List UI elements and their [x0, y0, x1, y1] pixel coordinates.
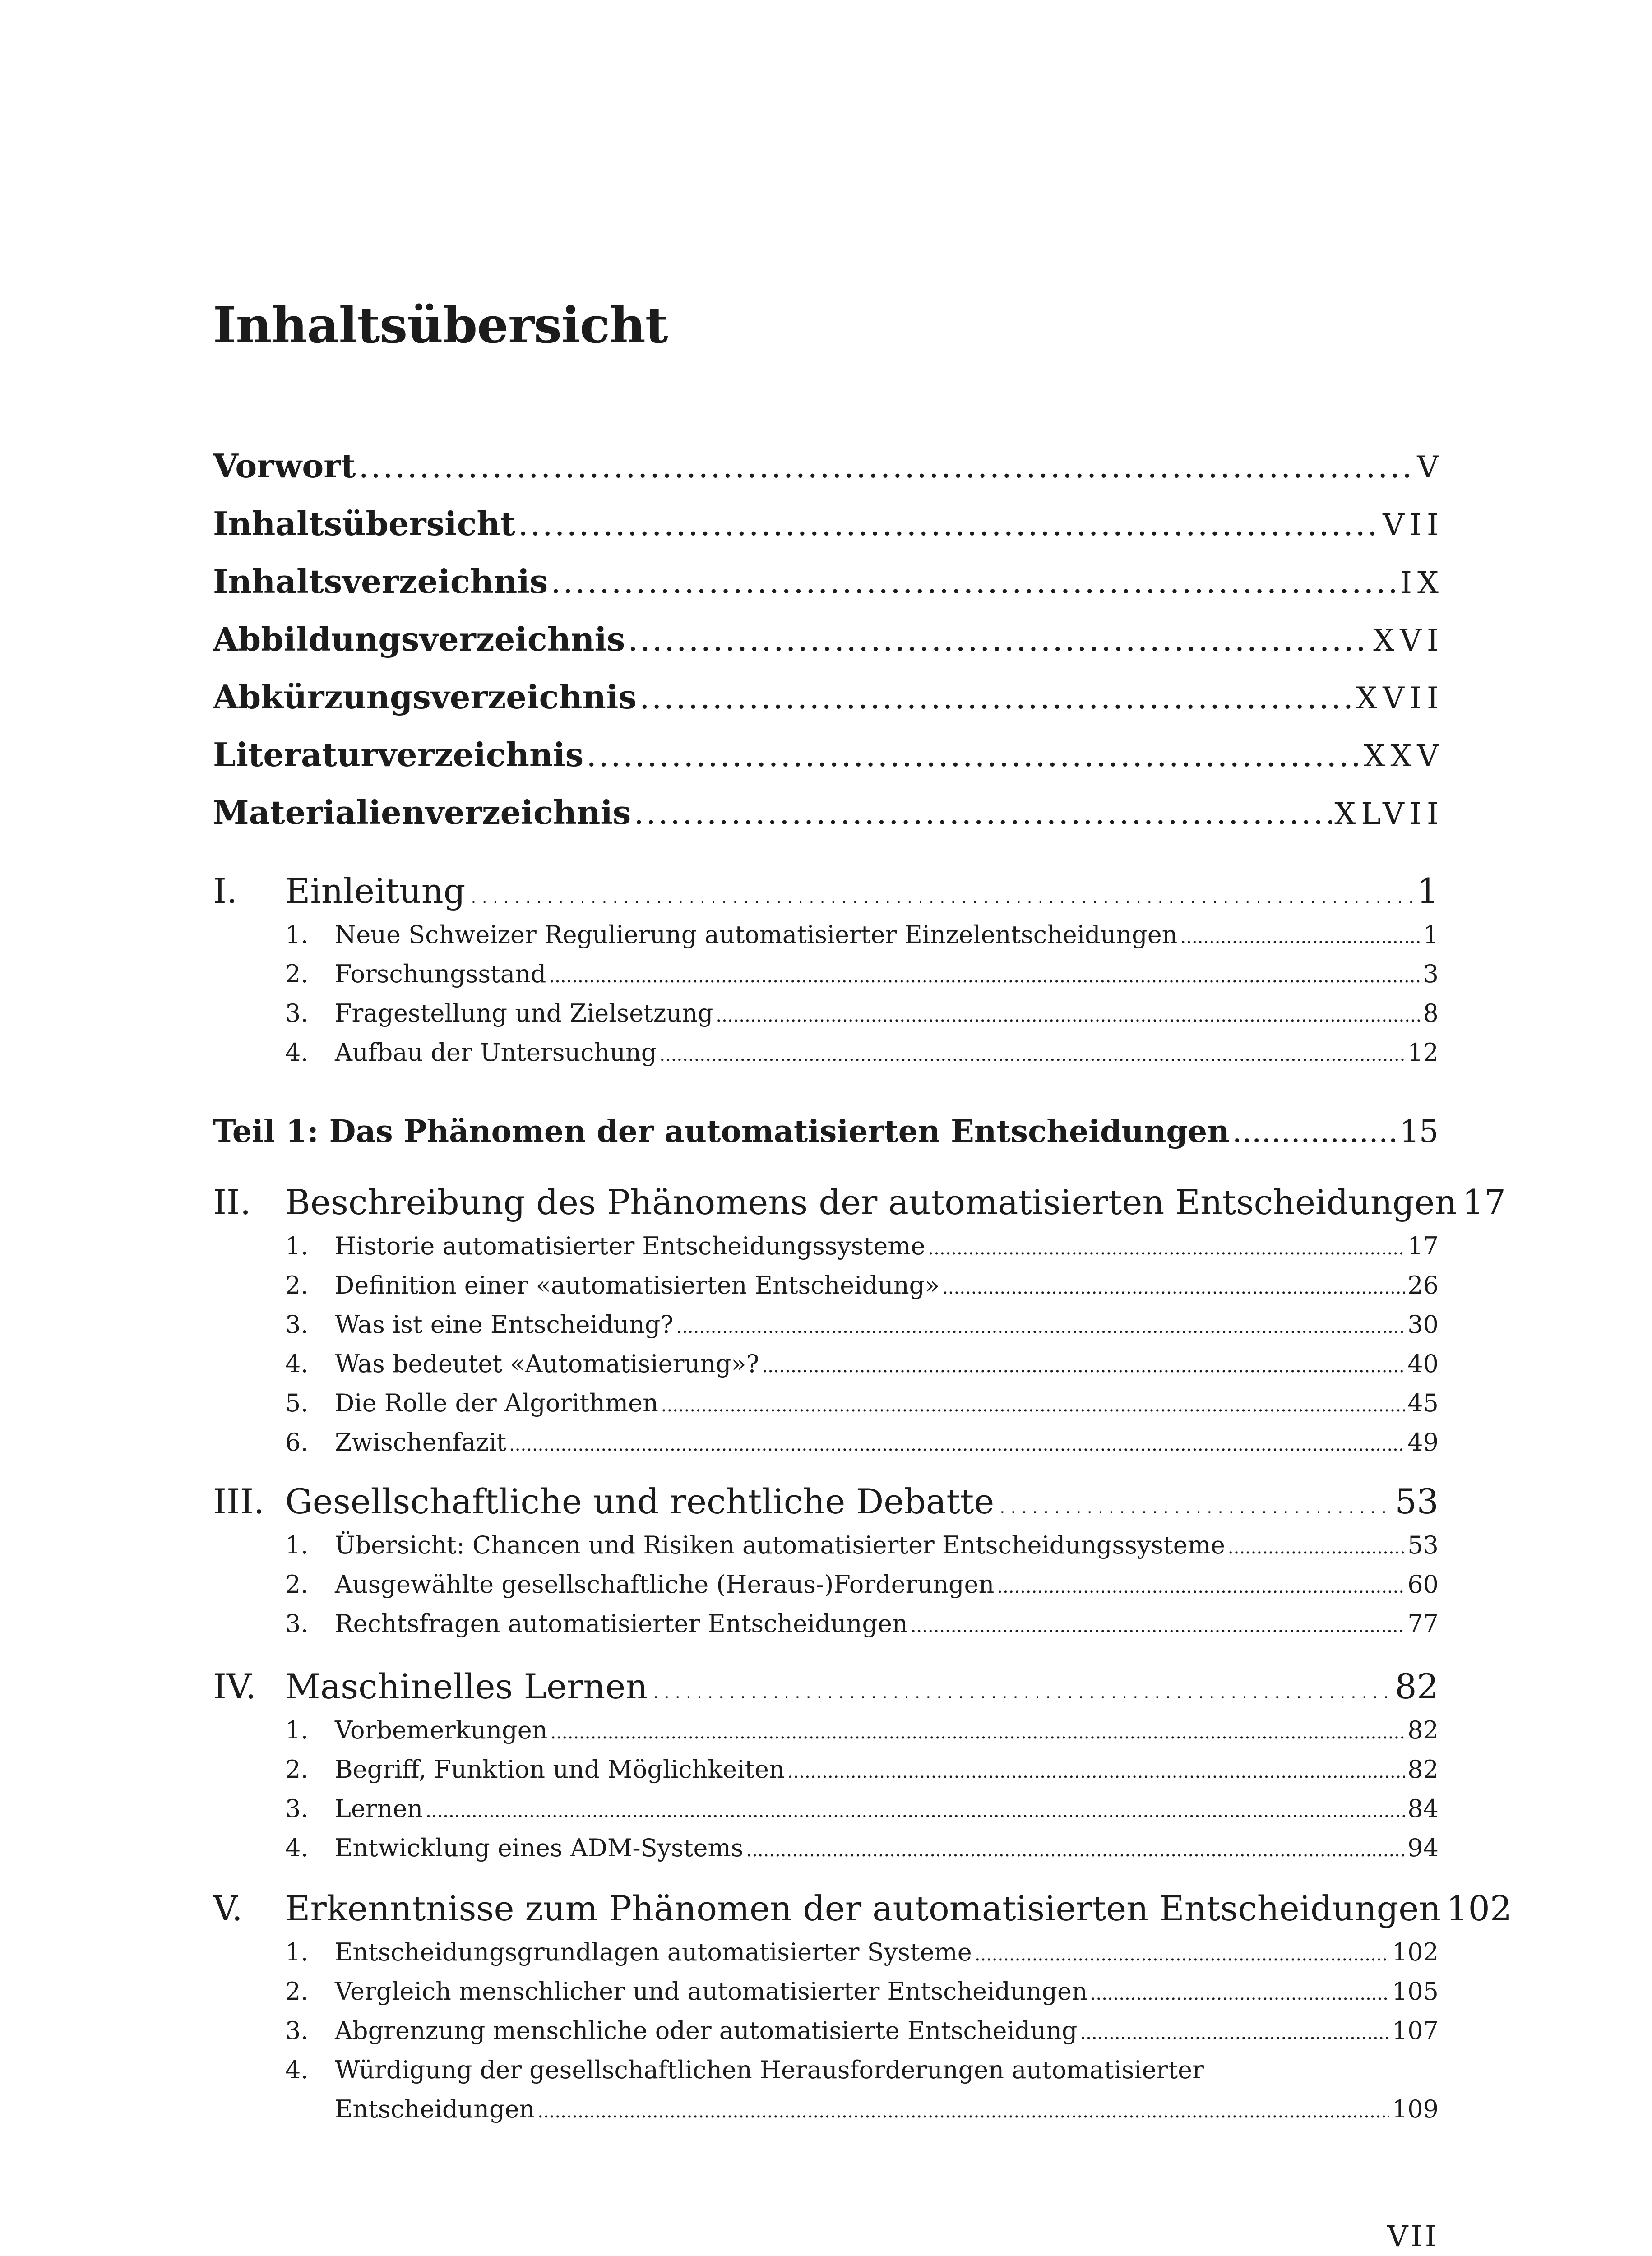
dot-leader — [358, 447, 1414, 485]
section-title: Definition einer «automatisierten Entscheidung» — [335, 1271, 940, 1299]
chapter-page: 102 — [1446, 1888, 1512, 1928]
dot-leader — [551, 563, 1397, 601]
toc-section-entry[interactable] — [285, 1038, 1439, 1067]
toc-section-entry[interactable] — [285, 1350, 1439, 1378]
part-page: 15 — [1399, 1114, 1439, 1150]
toc-entry-page: XVI — [1373, 623, 1444, 658]
section-title-continued: Entscheidungen — [335, 2095, 535, 2123]
chapter-number: V. — [213, 1888, 243, 1928]
toc-section-entry[interactable] — [285, 960, 1439, 988]
section-title: Entwicklung eines ADM-Systems — [335, 1834, 744, 1862]
section-page: 84 — [1407, 1794, 1439, 1823]
section-number: 4. — [285, 1834, 309, 1862]
section-page: 1 — [1423, 920, 1439, 949]
toc-chapter-entry[interactable] — [213, 1888, 1512, 1928]
toc-section-entry[interactable] — [285, 1271, 1439, 1299]
page-title: Inhaltsübersicht — [213, 296, 668, 354]
dot-leader — [659, 1045, 1405, 1065]
toc-entry-label: Literaturverzeichnis — [213, 735, 584, 774]
toc-entry-label: Inhaltsübersicht — [213, 504, 515, 543]
section-number: 1. — [285, 1716, 309, 1744]
toc-entry-page: XXV — [1364, 739, 1444, 773]
section-number: 4. — [285, 1350, 309, 1378]
section-title: Historie automatisierter Entscheidungssysteme — [335, 1232, 925, 1260]
section-number: 6. — [285, 1428, 309, 1456]
dot-leader — [468, 871, 1414, 911]
section-number: 2. — [285, 1977, 309, 2006]
section-page: 82 — [1407, 1755, 1439, 1784]
chapter-title: Erkenntnisse zum Phänomen der automatisierten Entscheidungen — [285, 1888, 1441, 1928]
section-page: 77 — [1407, 1609, 1439, 1638]
section-number: 4. — [285, 1038, 309, 1067]
section-title: Übersicht: Chancen und Risiken automatisierter Entscheidungssysteme — [335, 1531, 1225, 1559]
chapter-number: II. — [213, 1182, 251, 1222]
section-page: 82 — [1407, 1716, 1439, 1744]
section-page: 105 — [1392, 1977, 1439, 2006]
section-page: 107 — [1392, 2016, 1439, 2045]
section-title: Rechtsfragen automatisierter Entscheidungen — [335, 1609, 908, 1638]
dot-leader — [746, 1840, 1405, 1861]
section-number: 3. — [285, 999, 309, 1027]
section-number: 1. — [285, 1232, 309, 1260]
toc-section-entry[interactable] — [285, 1834, 1439, 1862]
toc-section-entry[interactable] — [285, 1232, 1439, 1260]
toc-front-entry[interactable] — [213, 504, 1444, 543]
toc-front-entry[interactable] — [213, 620, 1444, 658]
toc-entry-page: XVII — [1356, 681, 1444, 716]
dot-leader — [1080, 2023, 1389, 2043]
chapter-title: Einleitung — [285, 871, 466, 911]
dot-leader — [716, 1005, 1420, 1026]
section-page: 26 — [1407, 1271, 1439, 1299]
dot-leader — [928, 1238, 1405, 1259]
section-title: Vorbemerkungen — [335, 1716, 548, 1744]
dot-leader — [942, 1277, 1405, 1298]
section-page: 53 — [1407, 1531, 1439, 1559]
toc-entry-label: Inhaltsverzeichnis — [213, 562, 548, 601]
dot-leader — [639, 678, 1353, 716]
section-title: Abgrenzung menschliche oder automatisierte Entscheidung — [335, 2016, 1078, 2045]
section-title: Neue Schweizer Regulierung automatisierter Einzelentscheidungen — [335, 920, 1178, 949]
dot-leader — [997, 1576, 1405, 1597]
dot-leader — [1232, 1114, 1397, 1150]
section-title: Forschungsstand — [335, 960, 546, 988]
section-page: 8 — [1423, 999, 1439, 1027]
toc-section-entry[interactable] — [285, 1310, 1439, 1339]
section-number: 4. — [285, 2056, 309, 2084]
section-title: Zwischenfazit — [335, 1428, 507, 1456]
toc-entry-page: IX — [1400, 565, 1444, 600]
section-number: 3. — [285, 1310, 309, 1339]
dot-leader — [518, 505, 1380, 543]
section-title: Die Rolle der Algorithmen — [335, 1389, 658, 1417]
section-title: Vergleich menschlicher und automatisierter Entscheidungen — [335, 1977, 1087, 2006]
toc-section-entry[interactable] — [285, 1716, 1439, 1744]
toc-section-entry[interactable] — [285, 1794, 1439, 1823]
part-title: Teil 1: Das Phänomen der automatisierten Entscheidungen — [213, 1114, 1230, 1150]
dot-leader — [426, 1801, 1405, 1821]
chapter-page: 53 — [1395, 1481, 1439, 1521]
dot-leader — [787, 1761, 1405, 1782]
section-number: 2. — [285, 1271, 309, 1299]
toc-entry-label: Abkürzungsverzeichnis — [213, 678, 637, 716]
section-page: 94 — [1407, 1834, 1439, 1862]
toc-part-entry[interactable] — [213, 1114, 1439, 1150]
section-number: 2. — [285, 1570, 309, 1599]
toc-section-entry[interactable] — [285, 1570, 1439, 1599]
section-title: Was bedeutet «Automatisierung»? — [335, 1350, 759, 1378]
section-number: 3. — [285, 1794, 309, 1823]
toc-front-entry[interactable] — [213, 735, 1444, 774]
toc-section-entry[interactable] — [285, 999, 1439, 1027]
dot-leader — [762, 1356, 1405, 1377]
chapter-number: I. — [213, 871, 238, 911]
chapter-title: Maschinelles Lernen — [285, 1666, 648, 1706]
toc-section-entry[interactable] — [285, 1977, 1439, 2006]
section-page: 40 — [1407, 1350, 1439, 1378]
section-page: 102 — [1392, 1938, 1439, 1966]
dot-leader — [650, 1666, 1392, 1706]
toc-section-entry[interactable] — [285, 1755, 1439, 1784]
toc-entry-label: Materialienverzeichnis — [213, 793, 631, 832]
toc-section-entry[interactable] — [285, 1531, 1439, 1559]
section-page: 17 — [1407, 1232, 1439, 1260]
toc-entry-page: XLVII — [1334, 796, 1444, 831]
toc-section-entry[interactable] — [285, 1428, 1439, 1456]
dot-leader — [586, 736, 1361, 774]
section-title: Was ist eine Entscheidung? — [335, 1310, 674, 1339]
section-number: 3. — [285, 1609, 309, 1638]
section-page: 30 — [1407, 1310, 1439, 1339]
toc-entry-label: Vorwort — [213, 447, 356, 485]
section-page: 109 — [1392, 2095, 1439, 2123]
toc-section-entry[interactable] — [285, 1609, 1439, 1638]
chapter-number: IV. — [213, 1666, 256, 1706]
toc-section-entry[interactable] — [285, 920, 1439, 949]
chapter-page: 17 — [1462, 1182, 1506, 1222]
toc-front-entry[interactable] — [213, 447, 1444, 485]
dot-leader — [1180, 927, 1420, 948]
chapter-title: Beschreibung des Phänomens der automatisierten Entscheidungen — [285, 1182, 1457, 1222]
section-title: Fragestellung und Zielsetzung — [335, 999, 713, 1027]
toc-section-entry[interactable] — [285, 1389, 1439, 1417]
chapter-title: Gesellschaftliche und rechtliche Debatte — [285, 1481, 995, 1521]
section-title: Aufbau der Untersuchung — [335, 1038, 657, 1067]
dot-leader — [509, 1434, 1405, 1455]
toc-front-entry[interactable] — [213, 562, 1444, 601]
section-page: 49 — [1407, 1428, 1439, 1456]
section-title: Ausgewählte gesellschaftliche (Heraus-)Forderungen — [335, 1570, 995, 1599]
section-page: 12 — [1407, 1038, 1439, 1067]
section-number: 3. — [285, 2016, 309, 2045]
dot-leader — [911, 1616, 1405, 1637]
section-title: Lernen — [335, 1794, 423, 1823]
dot-leader — [676, 1317, 1405, 1337]
toc-chapter-entry[interactable] — [213, 1481, 1439, 1521]
toc-entry-page: V — [1417, 450, 1444, 485]
section-number: 5. — [285, 1389, 309, 1417]
chapter-page: 1 — [1416, 871, 1439, 911]
section-page: 45 — [1407, 1389, 1439, 1417]
section-number: 2. — [285, 960, 309, 988]
toc-section-continuation[interactable] — [335, 2095, 1439, 2123]
dot-leader — [1228, 1537, 1405, 1558]
section-title: Würdigung der gesellschaftlichen Herausforderungen automatisierter — [335, 2056, 1204, 2084]
section-title: Begriff, Funktion und Möglichkeiten — [335, 1755, 785, 1784]
dot-leader — [975, 1944, 1389, 1965]
toc-chapter-entry[interactable] — [213, 871, 1439, 911]
toc-section-entry[interactable] — [285, 1938, 1439, 1966]
toc-front-entry[interactable] — [213, 678, 1444, 716]
toc-section-entry[interactable] — [285, 2056, 1439, 2084]
chapter-number: III. — [213, 1481, 265, 1521]
section-number: 1. — [285, 1938, 309, 1966]
section-number: 2. — [285, 1755, 309, 1784]
page-number: VII — [1387, 2220, 1439, 2253]
dot-leader — [997, 1481, 1392, 1521]
dot-leader — [661, 1395, 1405, 1416]
toc-section-entry[interactable] — [285, 2016, 1439, 2045]
toc-entry-page: VII — [1383, 508, 1444, 542]
dot-leader — [537, 2101, 1389, 2122]
dot-leader — [1090, 1983, 1389, 2004]
toc-entry-label: Abbildungsverzeichnis — [213, 620, 625, 658]
toc-chapter-entry[interactable] — [213, 1182, 1506, 1222]
dot-leader — [628, 620, 1370, 658]
section-number: 1. — [285, 1531, 309, 1559]
chapter-page: 82 — [1395, 1666, 1439, 1706]
section-page: 60 — [1407, 1570, 1439, 1599]
toc-chapter-entry[interactable] — [213, 1666, 1439, 1706]
section-page: 3 — [1423, 960, 1439, 988]
section-title: Entscheidungsgrundlagen automatisierter Systeme — [335, 1938, 972, 1966]
toc-front-entry[interactable] — [213, 793, 1444, 832]
section-number: 1. — [285, 920, 309, 949]
dot-leader — [550, 1722, 1405, 1743]
dot-leader — [634, 794, 1332, 832]
dot-leader — [549, 966, 1420, 987]
